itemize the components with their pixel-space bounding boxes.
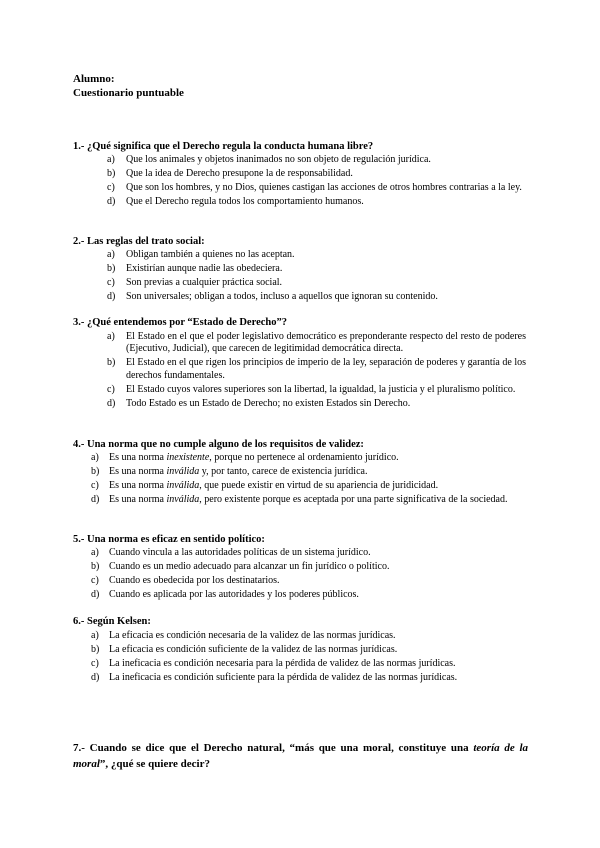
student-label: Alumno: (73, 73, 115, 85)
question-4-title: 4.- Una norma que no cumple alguno de los requisitos de validez: (73, 439, 364, 450)
option-4d: d) Es una norma inválida, pero existente porque es aceptada por una parte significativa de la sociedad. (91, 493, 508, 505)
option-4a: a) Es una norma inexistente, porque no pertenece al ordenamiento jurídico. (91, 452, 399, 463)
option-2b: b) Existirían aunque nadie las obedeciera. (107, 262, 283, 274)
question-3-title: 3.- ¿Qué entendemos por “Estado de Derecho”? (73, 317, 287, 328)
option-3c: c) El Estado cuyos valores superiores son la libertad, la igualdad, la justicia y el pluralismo político. (107, 383, 516, 395)
option-1a: a) Que los animales y objetos inanimados no son objeto de regulación jurídica. (107, 154, 431, 165)
option-6c: c) La ineficacia es condición necesaria para la pérdida de validez de las normas jurídicas. (91, 657, 456, 669)
question-2-title: 2.- Las reglas del trato social: (73, 236, 205, 247)
option-2a: a) Obligan también a quienes no las aceptan. (107, 249, 295, 260)
option-4c: c) Es una norma inválida, que puede existir en virtud de su apariencia de juridicidad. (91, 479, 439, 491)
option-5c: c) Cuando es obedecida por los destinatarios. (91, 574, 280, 586)
option-6d: d) La ineficacia es condición suficiente para la pérdida de validez de las normas jurídicas. (91, 671, 458, 683)
document-subtitle: Cuestionario puntuable (73, 87, 184, 99)
question-3-options (0, 331, 600, 411)
option-1b: b) Que la idea de Derecho presupone la de responsabilidad. (107, 167, 353, 179)
question-1-title: 1.- ¿Qué significa que el Derecho regula la conducta humana libre? (73, 141, 374, 152)
question-6-options (0, 630, 600, 686)
option-2d: d) Son universales; obligan a todos, incluso a aquellos que ignoran su contenido. (107, 290, 438, 302)
option-3b: b) El Estado en el que rigen los principios de imperio de la ley, separación de poderes y garantía de los derechos fundamentales. (107, 357, 526, 381)
question-2-options (0, 249, 600, 305)
question-6-title: 6.- Según Kelsen: (73, 616, 151, 627)
option-5b: b) Cuando es un medio adecuado para alcanzar un fin jurídico o político. (91, 560, 390, 572)
option-4b: b) Es una norma inválida y, por tanto, carece de existencia jurídica. (91, 465, 368, 477)
option-1c: c) Que son los hombres, y no Dios, quienes castigan las acciones de otros hombres contrarias a la ley. (107, 181, 522, 193)
option-2c: c) Son previas a cualquier práctica social. (107, 276, 283, 288)
question-7-title: 7.- Cuando se dice que el Derecho natural, “más que una moral, constituye una teoría de la moral”, ¿qué se quiere decir? (73, 742, 528, 770)
option-3a: a) El Estado en el que el poder legislativo democrático es preponderante respecto del resto de poderes (Ejecutivo, Judicial), que carecen de legitimidad democrática directa. (107, 331, 526, 355)
option-1d: d) Que el Derecho regula todos los comportamiento humanos. (107, 195, 364, 207)
question-5-title: 5.- Una norma es eficaz en sentido político: (73, 534, 265, 545)
option-5d: d) Cuando es aplicada por las autoridades y los poderes públicos. (91, 588, 359, 600)
question-5-options (0, 547, 600, 603)
question-1-options (0, 154, 600, 210)
option-5a: a) Cuando vincula a las autoridades políticas de un sistema jurídico. (91, 547, 371, 558)
option-6a: a) La eficacia es condición necesaria de la validez de las normas jurídicas. (91, 630, 396, 641)
option-3d: d) Todo Estado es un Estado de Derecho; no existen Estados sin Derecho. (107, 397, 411, 409)
question-4-options (0, 452, 600, 508)
option-6b: b) La eficacia es condición suficiente de la validez de las normas jurídicas. (91, 643, 398, 655)
